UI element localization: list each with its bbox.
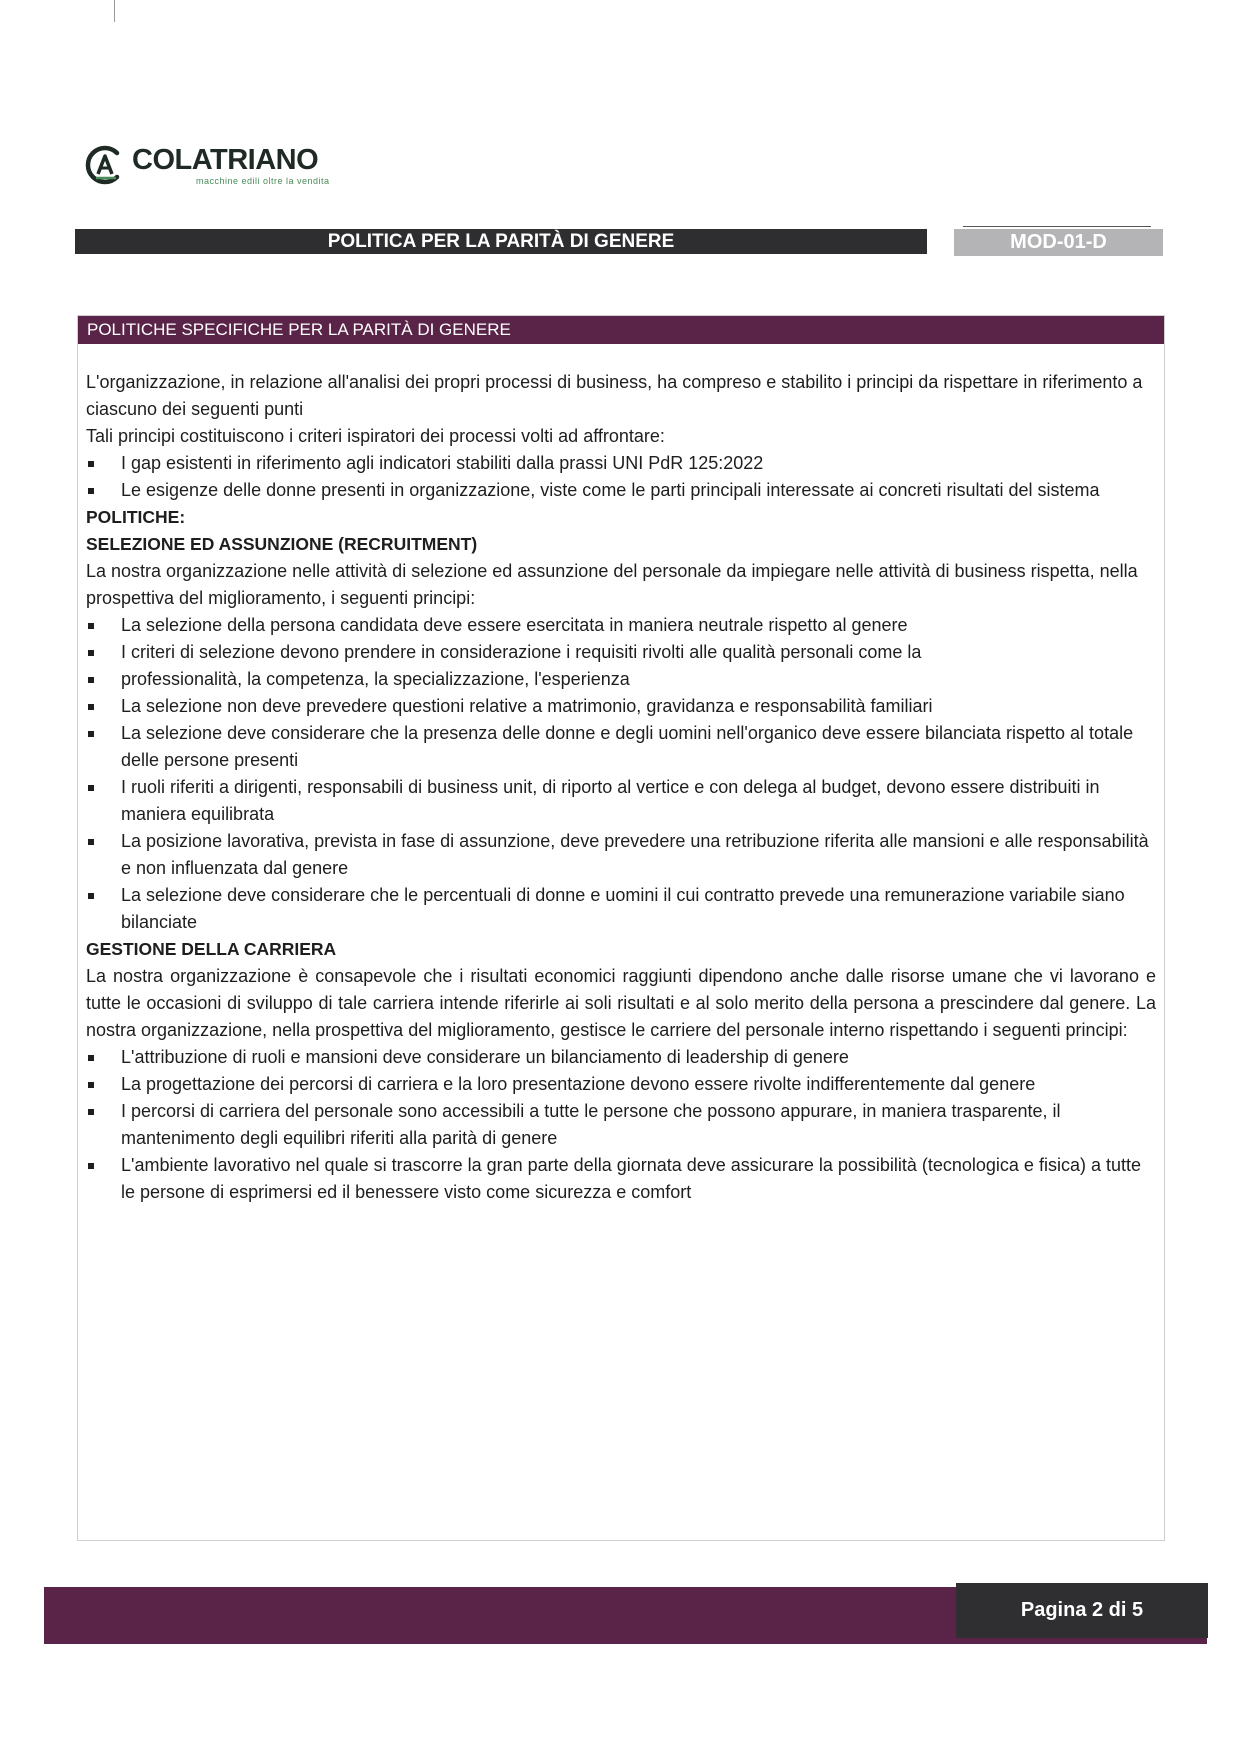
scan-mark — [114, 0, 115, 22]
recruitment-intro: La nostra organizzazione nelle attività di selezione ed assunzione del personale da impiegare nelle attività di business rispetta, nella prospettiva del miglioramento, i seguenti principi: — [86, 561, 1138, 608]
career-intro: La nostra organizzazione è consapevole che i risultati economici raggiunti dipendono anche dalle risorse umane che vi lavorano e tutte le occasioni di sviluppo di tale carriera intende riferirle ai soli risultati e al solo merito della persona a prescindere dal genere. La nostra organizzazione, nella prospettiva del miglioramento, gestisce le carriere del personale interno rispettando i seguenti principi: — [86, 966, 1156, 1040]
code-divider — [963, 226, 1151, 227]
list-item: La selezione deve considerare che la presenza delle donne e degli uomini nell'organico deve essere bilanciata rispetto al totale delle persone presenti — [86, 720, 1156, 774]
logo-tagline: macchine edili oltre la vendita — [196, 176, 330, 186]
list-item: I criteri di selezione devono prendere in considerazione i requisiti rivolti alle qualità personali come la — [86, 639, 1156, 666]
criteria-intro: Tali principi costituiscono i criteri ispiratori dei processi volti ad affrontare: — [86, 426, 665, 446]
list-item: Le esigenze delle donne presenti in organizzazione, viste come le parti principali interessate ai concreti risultati del sistema — [86, 477, 1156, 504]
list-item: La selezione non deve prevedere questioni relative a matrimonio, gravidanza e responsabilità familiari — [86, 693, 1156, 720]
criteria-list — [86, 450, 1156, 504]
list-item: La selezione della persona candidata deve essere esercitata in maniera neutrale rispetto al genere — [86, 612, 1156, 639]
list-item: I gap esistenti in riferimento agli indicatori stabiliti dalla prassi UNI PdR 125:2022 — [86, 450, 1156, 477]
list-item: L'attribuzione di ruoli e mansioni deve considerare un bilanciamento di leadership di genere — [86, 1044, 1156, 1071]
section-title: POLITICHE SPECIFICHE PER LA PARITÀ DI GENERE — [78, 316, 1164, 344]
list-item: professionalità, la competenza, la specializzazione, l'esperienza — [86, 666, 1156, 693]
logo-mark-icon — [84, 144, 126, 186]
career-heading: GESTIONE DELLA CARRIERA — [86, 939, 337, 959]
list-item: La selezione deve considerare che le percentuali di donne e uomini il cui contratto prevede una remunerazione variabile siano bilanciate — [86, 882, 1156, 936]
intro-paragraph: L'organizzazione, in relazione all'analisi dei propri processi di business, ha compreso e stabilito i principi da rispettare in riferimento a ciascuno dei seguenti punti — [86, 372, 1143, 419]
page-number: Pagina 2 di 5 — [956, 1583, 1208, 1638]
document-title: POLITICA PER LA PARITÀ DI GENERE — [75, 229, 927, 254]
list-item: La posizione lavorativa, prevista in fase di assunzione, deve prevedere una retribuzione riferita alle mansioni e alle responsabilità e non influenzata dal genere — [86, 828, 1156, 882]
list-item: I percorsi di carriera del personale sono accessibili a tutte le persone che possono appurare, in maniera trasparente, il mantenimento degli equilibri riferiti alla parità di genere — [86, 1098, 1156, 1152]
document-code: MOD-01-D — [954, 229, 1163, 256]
recruitment-heading: SELEZIONE ED ASSUNZIONE (RECRUITMENT) — [86, 534, 478, 554]
list-item: La progettazione dei percorsi di carriera e la loro presentazione devono essere rivolte indifferentemente dal genere — [86, 1071, 1156, 1098]
logo-name: COLATRIANO — [132, 144, 319, 176]
policies-heading: POLITICHE: — [86, 507, 186, 527]
list-item: L'ambiente lavorativo nel quale si trascorre la gran parte della giornata deve assicurare la possibilità (tecnologica e fisica) a tutte le persone di esprimersi ed il benessere visto come sicurezza e comfort — [86, 1152, 1156, 1206]
policy-section — [77, 315, 1165, 1541]
career-list — [86, 1044, 1156, 1206]
section-body — [78, 344, 1164, 1206]
recruitment-list — [86, 612, 1156, 936]
list-item: I ruoli riferiti a dirigenti, responsabili di business unit, di riporto al vertice e con delega al budget, devono essere distribuiti in maniera equilibrata — [86, 774, 1156, 828]
